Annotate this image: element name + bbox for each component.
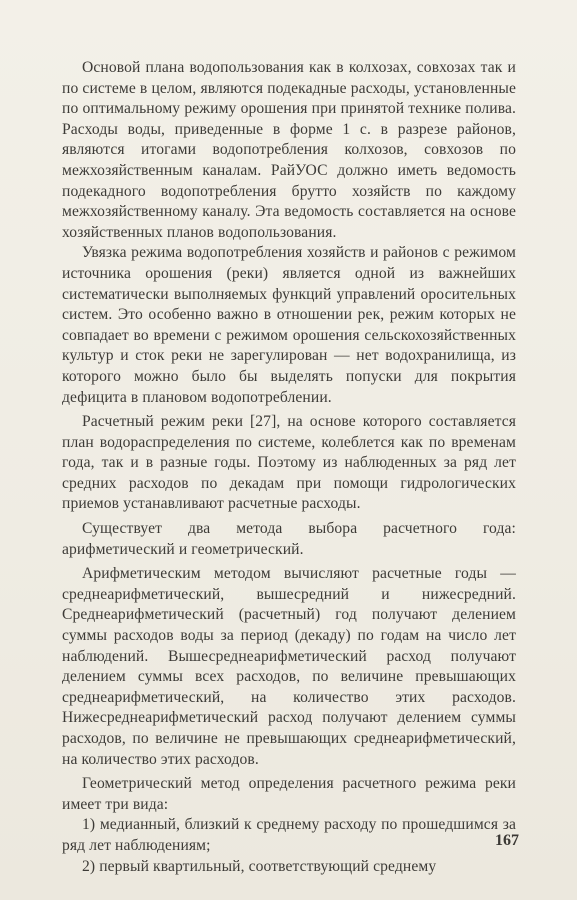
- paragraph-water-plan: Основой плана водопользования как в колхозах, совхозах так и по системе в целом, являются подекадные расходы, установленные по оптимальному режиму орошения при принятой технике полива. Расходы воды, приведенные в форме 1 с. в разрезе районов, являются итогами водопотребления колхозов, совхозов по межхозяйственным каналам. РайУОС должно иметь ведомость подекадного водопотребления брутто хозяйств по каждому межхозяйственному каналу. Эта ведомость составляется на основе хозяйственных планов водопользования.: [62, 59, 516, 241]
- paragraph-geometric-method: Геометрический метод определения расчетного режима реки имеет три вида:: [62, 775, 516, 813]
- list-item-median: 1) медианный, близкий к среднему расходу по прошедшимся за ряд лет наблюдениям;: [62, 816, 516, 854]
- paragraph-two-methods: Существует два метода выбора расчетного года: арифметический и геометрический.: [62, 520, 516, 558]
- list-item-first-quartile: 2) первый квартильный, соответствующий среднему: [82, 857, 437, 875]
- paragraph-river-regime: Расчетный режим реки [27], на основе которого составляется план водораспределения по системе, колеблется как по временам года, так и в разные годы. Поэтому из наблюденных за ряд лет средних расходов по декадам при помощи гидрологических приемов устанавливают расчетные расходы.: [62, 413, 516, 513]
- body-text: [62, 58, 516, 877]
- page-number: 167: [495, 832, 519, 849]
- paragraph-arithmetic-method: Арифметическим методом вычисляют расчетные годы — среднеарифметический, вышесредний и нижесредний. Среднеарифметический (расчетный) год получают делением суммы расходов воды за период (декаду) по годам на число лет наблюдений. Вышесреднеарифметический расход получают делением суммы всех расходов, по величине превышающих среднеарифметический, на количество этих расходов. Нижесреднеарифметический расход получают делением суммы расходов, по величине не превышающих среднеарифметический, на количество этих расходов.: [62, 565, 516, 768]
- paragraph-regime-link: Увязка режима водопотребления хозяйств и районов с режимом источника орошения (реки) является одной из важнейших систематически выполняемых функций управлений оросительных систем. Это особенно важно в отношении рек, режим которых не совпадает во времени с режимом орошения сельскохозяйственных культур и сток реки не зарегулирован — нет водохранилища, из которого можно было бы выделять попуски для покрытия дефицита в плановом водопотреблении.: [62, 244, 516, 406]
